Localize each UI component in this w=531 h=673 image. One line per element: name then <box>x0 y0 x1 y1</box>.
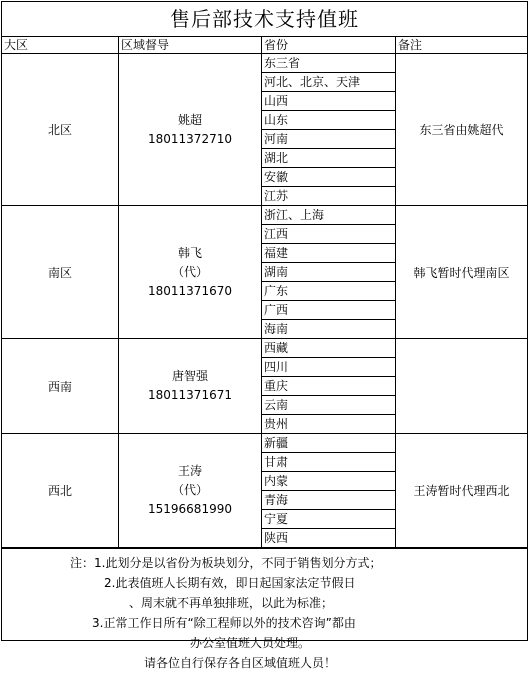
note-cell: 东三省由姚超代 <box>396 54 528 206</box>
supervisor-name: 姚超 <box>177 112 202 127</box>
region-cell: 南区 <box>2 206 119 339</box>
note-cell: 王涛暂时代理西北 <box>396 434 528 548</box>
supervisor-phone: 18011372710 <box>148 131 232 146</box>
province-cell: 安徽 <box>262 168 396 187</box>
header-province: 省份 <box>262 37 396 54</box>
region-cell: 北区 <box>2 54 119 206</box>
table-row <box>2 434 527 453</box>
province-cell: 浙江、上海 <box>262 206 396 225</box>
province-cell: 重庆 <box>262 377 396 396</box>
province-cell: 宁夏 <box>262 510 396 529</box>
province-cell: 湖北 <box>262 149 396 168</box>
note-line: 注：1.此划分是以省份为板块划分，不同于销售划分方式； <box>70 556 382 570</box>
supervisor-cell <box>119 339 262 434</box>
province-cell: 江苏 <box>262 187 396 206</box>
province-cell: 广西 <box>262 301 396 320</box>
supervisor-proxy: （代） <box>171 264 208 279</box>
header-row <box>2 37 527 54</box>
sheet-title: 售后部技术支持值班 <box>2 2 527 37</box>
province-cell: 贵州 <box>262 415 396 434</box>
note-cell: 韩飞暂时代理南区 <box>396 206 528 339</box>
note-line: 3.正常工作日所有“除工程师以外的技术咨询”都由 <box>92 616 356 630</box>
province-cell: 河南 <box>262 130 396 149</box>
duty-sheet <box>1 1 528 670</box>
region-cell: 西南 <box>2 339 119 434</box>
province-cell: 新疆 <box>262 434 396 453</box>
province-cell: 山西 <box>262 92 396 111</box>
province-cell: 青海 <box>262 491 396 510</box>
supervisor-name: 王涛 <box>177 464 202 478</box>
province-cell: 西藏 <box>262 339 396 358</box>
table-row <box>2 339 527 358</box>
province-cell: 河北、北京、天津 <box>262 73 396 92</box>
supervisor-phone: 18011371671 <box>148 388 232 402</box>
province-cell: 四川 <box>262 358 396 377</box>
province-cell: 江西 <box>262 225 396 244</box>
note-line: 、周末就不再单独排班，以此为标准； <box>129 596 334 610</box>
supervisor-cell <box>119 54 262 206</box>
supervisor-phone: 18011371670 <box>148 283 232 298</box>
header-note: 备注 <box>396 37 528 54</box>
note-line: 2.此表值班人长期有效，即日起国家法定节假日 <box>104 576 356 590</box>
supervisor-name: 韩飞 <box>177 245 202 260</box>
province-cell: 内蒙 <box>262 472 396 491</box>
supervisor-phone: 15196681990 <box>148 502 232 516</box>
province-cell: 东三省 <box>262 54 396 73</box>
province-cell: 陕西 <box>262 529 396 548</box>
supervisor-cell <box>119 434 262 548</box>
header-region: 大区 <box>2 37 119 54</box>
province-cell: 山东 <box>262 111 396 130</box>
note-line: 请各位自行保存各自区域值班人员！ <box>144 656 337 670</box>
table-row <box>2 54 527 73</box>
notes-section <box>2 548 527 673</box>
supervisor-proxy: （代） <box>171 483 208 497</box>
region-cell: 西北 <box>2 434 119 548</box>
duty-table <box>2 37 527 548</box>
supervisor-name: 唐智强 <box>171 369 208 383</box>
header-supervisor: 区域督导 <box>119 37 262 54</box>
province-cell: 甘肃 <box>262 453 396 472</box>
province-cell: 广东 <box>262 282 396 301</box>
table-row <box>2 206 527 225</box>
province-cell: 湖南 <box>262 263 396 282</box>
supervisor-cell <box>119 206 262 339</box>
note-cell <box>396 339 528 434</box>
province-cell: 海南 <box>262 320 396 339</box>
province-cell: 云南 <box>262 396 396 415</box>
note-line: 办公室值班人员处理。 <box>190 636 311 650</box>
province-cell: 福建 <box>262 244 396 263</box>
